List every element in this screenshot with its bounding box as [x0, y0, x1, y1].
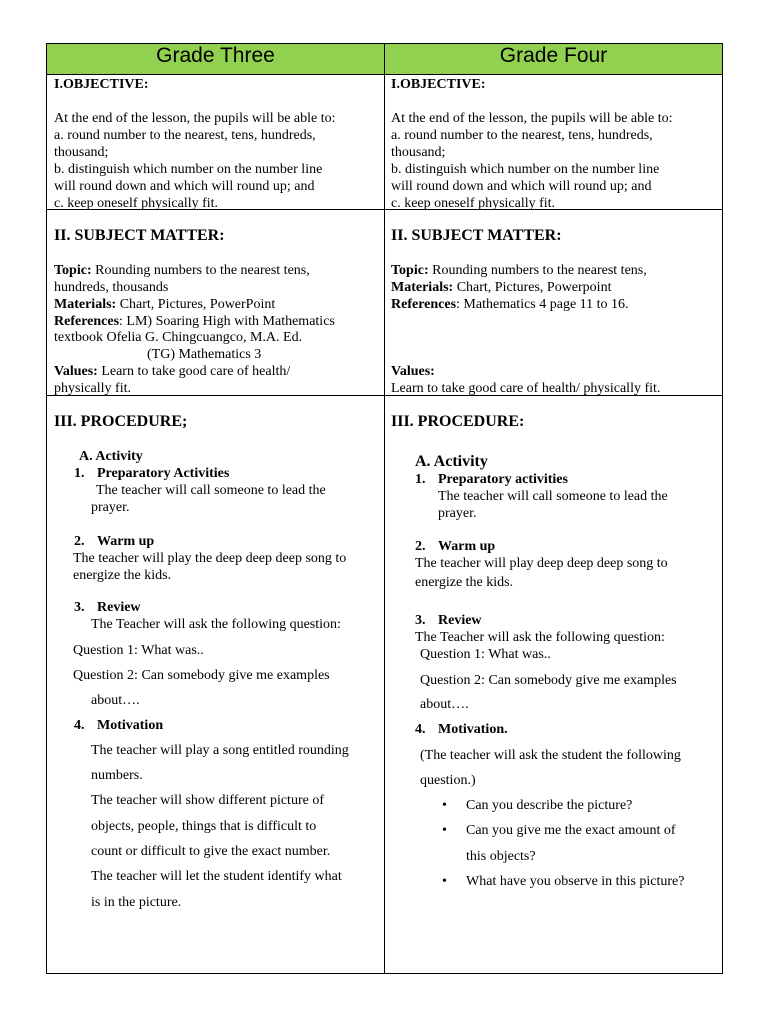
- g4-topic-line: Topic: Rounding numbers to the nearest tens,: [391, 263, 647, 278]
- g3-step-number: 1.: [74, 466, 85, 481]
- g3-topic-line: hundreds, thousands: [54, 280, 169, 295]
- g4-warmup-text: energize the kids.: [415, 575, 514, 590]
- g3-objective-cell: [47, 75, 385, 210]
- g4-review-text: The Teacher will ask the following question:: [415, 630, 665, 645]
- g3-step-number: 2.: [74, 534, 85, 549]
- g3-objective-line: At the end of the lesson, the pupils will be able to:: [54, 111, 336, 126]
- g4-step-number: 4.: [415, 722, 426, 737]
- g4-activity-heading: A. Activity: [415, 453, 488, 470]
- g3-motivation-text: objects, people, things that is difficult to: [91, 819, 317, 834]
- g3-subject-cell: [47, 210, 385, 396]
- g4-subject-heading: II. SUBJECT MATTER:: [391, 227, 562, 244]
- g4-bullet-item: • What have you observe in this picture?: [466, 873, 684, 890]
- g3-objective-line: a. round number to the nearest, tens, hundreds,: [54, 128, 316, 143]
- g4-materials-line: Materials: Chart, Pictures, Powerpoint: [391, 280, 612, 295]
- g3-preparatory-text: The teacher will call someone to lead the: [96, 483, 326, 498]
- g3-preparatory-title: Preparatory Activities: [97, 466, 230, 481]
- g4-bullet-item-continued: this objects?: [466, 849, 536, 864]
- g4-bullet-item: • Can you give me the exact amount of: [466, 822, 676, 839]
- g4-objective-line: b. distinguish which number on the number line: [391, 162, 660, 177]
- g3-references-line: textbook Ofelia G. Chingcuangco, M.A. Ed.: [54, 330, 303, 345]
- g3-objective-line: will round down and which will round up; and: [54, 179, 315, 194]
- g3-motivation-text: is in the picture.: [91, 895, 182, 910]
- g3-references-line: (TG) Mathematics 3: [147, 347, 262, 362]
- g3-motivation-text: The teacher will play a song entitled rounding: [91, 743, 349, 758]
- g4-objective-line: will round down and which will round up; and: [391, 179, 652, 194]
- g4-objective-line: At the end of the lesson, the pupils will be able to:: [391, 111, 673, 126]
- g3-procedure-cell: [47, 396, 385, 974]
- g4-motivation-title: Motivation.: [438, 722, 508, 737]
- g3-motivation-text: The teacher will show different picture of: [91, 793, 324, 808]
- g3-values-line: physically fit.: [54, 381, 131, 396]
- g3-step-number: 4.: [74, 718, 85, 733]
- header-grade-four: Grade Four: [385, 44, 723, 75]
- g3-preparatory-text: prayer.: [91, 500, 130, 515]
- g3-motivation-title: Motivation: [97, 718, 164, 733]
- g4-objective-line: thousand;: [391, 145, 446, 160]
- g4-procedure-cell: [385, 396, 723, 974]
- g4-question: Question 2: Can somebody give me examples: [420, 673, 677, 688]
- g4-step-number: 3.: [415, 613, 426, 628]
- g4-question: Question 1: What was..: [420, 647, 551, 662]
- g4-references-line: References: Mathematics 4 page 11 to 16.: [391, 297, 629, 312]
- g4-motivation-text: (The teacher will ask the student the following: [420, 748, 681, 763]
- g4-step-number: 1.: [415, 472, 426, 487]
- g3-objective-line: c. keep oneself physically fit.: [54, 196, 219, 211]
- g4-subject-cell: [385, 210, 723, 396]
- g3-subject-heading: II. SUBJECT MATTER:: [54, 227, 225, 244]
- g3-objective-line: b. distinguish which number on the number line: [54, 162, 323, 177]
- g3-warmup-text: energize the kids.: [73, 568, 172, 583]
- g4-objective-line: a. round number to the nearest, tens, hundreds,: [391, 128, 653, 143]
- g3-objective-heading: I.OBJECTIVE:: [54, 77, 149, 92]
- g3-activity-heading: A. Activity: [79, 449, 143, 464]
- g4-warmup-text: The teacher will play deep deep deep song to: [415, 556, 668, 571]
- g3-motivation-text: numbers.: [91, 768, 143, 783]
- g4-review-title: Review: [438, 613, 482, 628]
- g4-preparatory-title: Preparatory activities: [438, 472, 568, 487]
- g4-values-label: Values:: [391, 364, 435, 379]
- g3-review-text: The Teacher will ask the following question:: [91, 617, 341, 632]
- g3-objective-line: thousand;: [54, 145, 109, 160]
- g3-references-line: References: LM) Soaring High with Mathematics: [54, 314, 335, 329]
- g4-question: about….: [420, 697, 469, 712]
- g3-values-line: Values: Learn to take good care of health/: [54, 364, 291, 379]
- header-grade-three: Grade Three: [47, 44, 385, 75]
- g3-warmup-text: The teacher will play the deep deep deep song to: [73, 551, 347, 566]
- g4-preparatory-text: The teacher will call someone to lead the: [438, 489, 668, 504]
- g3-motivation-text: The teacher will let the student identify what: [91, 869, 342, 884]
- g4-bullet-item: • Can you describe the picture?: [466, 797, 632, 814]
- g4-values-line: Learn to take good care of health/ physically fit.: [391, 381, 661, 396]
- g4-warmup-title: Warm up: [438, 539, 496, 554]
- g3-warmup-title: Warm up: [97, 534, 155, 549]
- lesson-plan-table: [46, 43, 723, 974]
- g4-procedure-heading: III. PROCEDURE:: [391, 413, 525, 430]
- g4-objective-line: c. keep oneself physically fit.: [391, 196, 556, 211]
- g3-motivation-text: count or difficult to give the exact number.: [91, 844, 331, 859]
- g3-question: Question 2: Can somebody give me examples: [73, 668, 330, 683]
- g3-question: about….: [91, 693, 140, 708]
- g3-review-title: Review: [97, 600, 141, 615]
- g3-step-number: 3.: [74, 600, 85, 615]
- g4-step-number: 2.: [415, 539, 426, 554]
- g4-objective-heading: I.OBJECTIVE:: [391, 77, 486, 92]
- g3-topic-line: Topic: Rounding numbers to the nearest tens,: [54, 263, 310, 278]
- g3-procedure-heading: III. PROCEDURE;: [54, 413, 188, 430]
- g4-preparatory-text: prayer.: [438, 506, 477, 521]
- g3-materials-line: Materials: Chart, Pictures, PowerPoint: [54, 297, 276, 312]
- g3-question: Question 1: What was..: [73, 643, 204, 658]
- g4-motivation-text: question.): [420, 773, 476, 788]
- g4-objective-cell: [385, 75, 723, 210]
